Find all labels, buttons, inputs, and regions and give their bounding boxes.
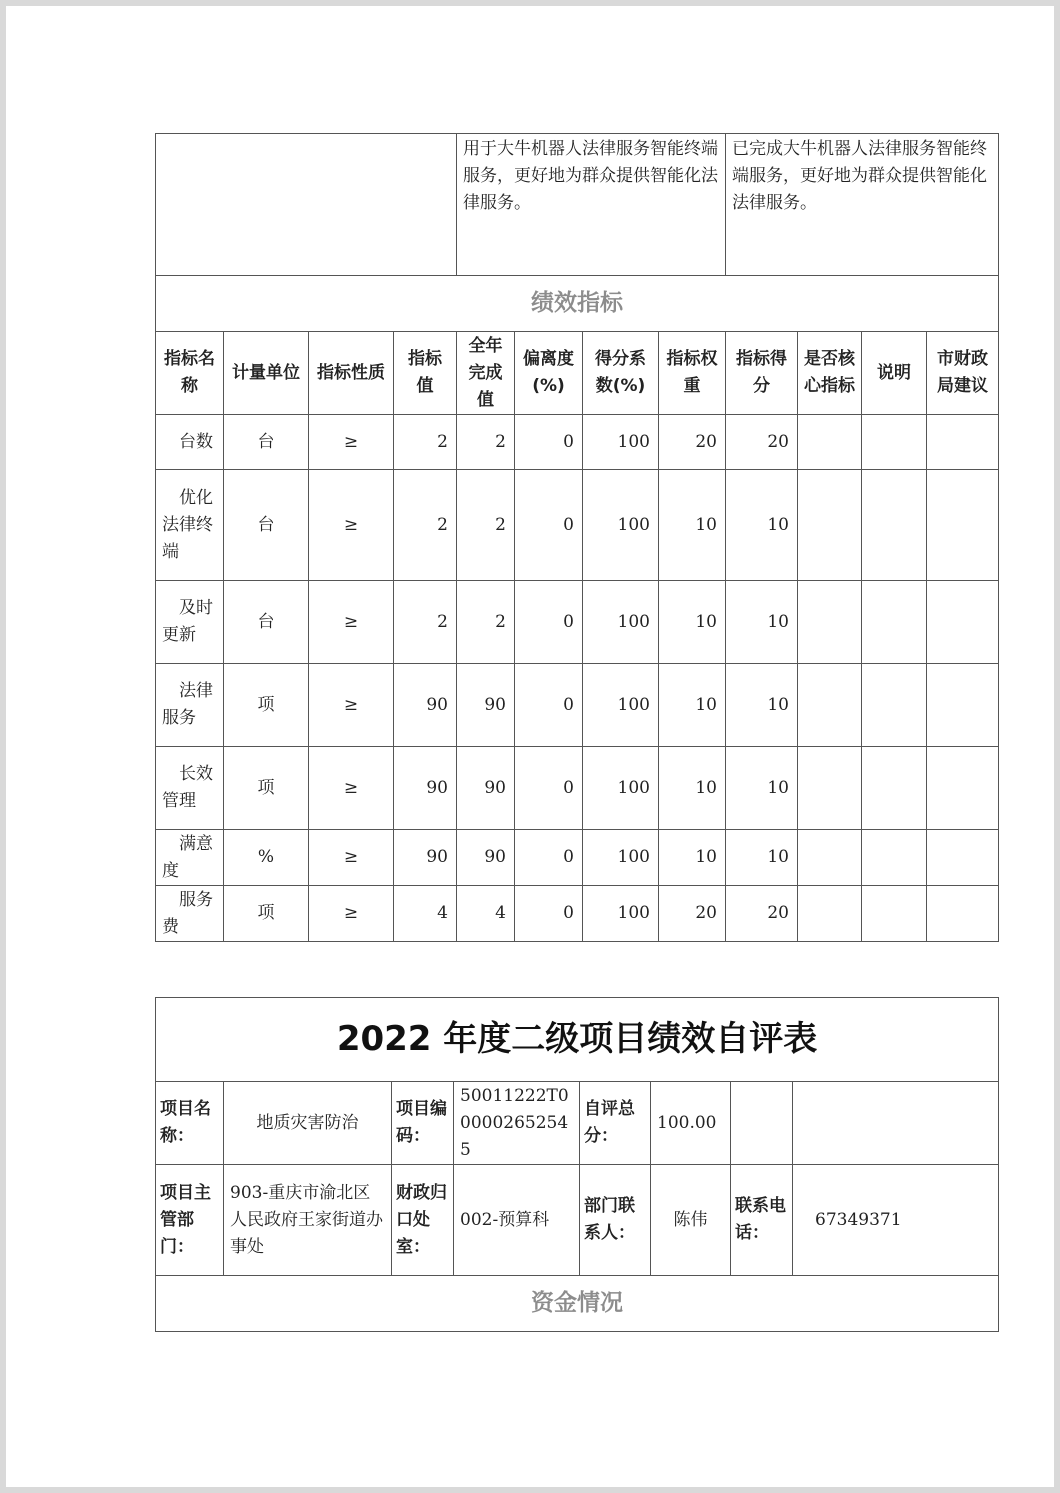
project-name-label: 项目名称： <box>156 1082 224 1165</box>
self-evaluation-table <box>155 997 999 1332</box>
table-row <box>156 664 999 747</box>
empty-cell <box>731 1082 793 1165</box>
contact-value: 陈伟 <box>651 1165 731 1276</box>
core-cell <box>798 664 862 747</box>
coefficient: 100 <box>583 415 659 470</box>
unit: % <box>224 830 309 886</box>
actual-value: 2 <box>457 581 515 664</box>
project-code-value: 50011222T000002652545 <box>454 1082 580 1165</box>
core-cell <box>798 470 862 581</box>
core-cell <box>798 747 862 830</box>
actual-value: 90 <box>457 747 515 830</box>
core-cell <box>798 886 862 942</box>
completion-description: 已完成大牛机器人法律服务智能终端服务，更好地为群众提供智能化法律服务。 <box>726 134 999 276</box>
unit: 项 <box>224 664 309 747</box>
score: 10 <box>726 470 798 581</box>
core-cell <box>798 581 862 664</box>
unit: 项 <box>224 886 309 942</box>
table-row <box>156 581 999 664</box>
suggestion-cell <box>927 747 999 830</box>
actual-value: 4 <box>457 886 515 942</box>
department-label: 项目主管部门： <box>156 1165 224 1276</box>
target-value: 4 <box>394 886 457 942</box>
usage-description: 用于大牛机器人法律服务智能终端服务，更好地为群众提供智能化法律服务。 <box>457 134 726 276</box>
score: 20 <box>726 886 798 942</box>
contact-label: 部门联系人： <box>580 1165 651 1276</box>
score: 20 <box>726 415 798 470</box>
finance-office-value: 002-预算科 <box>454 1165 580 1276</box>
nature: ≥ <box>309 830 394 886</box>
empty-cell <box>793 1082 999 1165</box>
indicator-name: 台数 <box>156 415 224 470</box>
indicator-name: 及时更新 <box>156 581 224 664</box>
unit: 台 <box>224 581 309 664</box>
header-deviation: 偏离度(%) <box>515 332 583 415</box>
deviation: 0 <box>515 886 583 942</box>
indicator-name: 满意度 <box>156 830 224 886</box>
nature: ≥ <box>309 581 394 664</box>
weight: 10 <box>659 581 726 664</box>
document-page <box>6 6 1054 1487</box>
coefficient: 100 <box>583 581 659 664</box>
suggestion-cell <box>927 664 999 747</box>
header-core: 是否核心指标 <box>798 332 862 415</box>
header-indicator-name: 指标名称 <box>156 332 224 415</box>
phone-label: 联系电话： <box>731 1165 793 1276</box>
target-value: 2 <box>394 415 457 470</box>
nature: ≥ <box>309 470 394 581</box>
nature: ≥ <box>309 415 394 470</box>
finance-office-label: 财政归口处室： <box>392 1165 454 1276</box>
suggestion-cell <box>927 415 999 470</box>
header-unit: 计量单位 <box>224 332 309 415</box>
core-cell <box>798 830 862 886</box>
actual-value: 90 <box>457 664 515 747</box>
suggestion-cell <box>927 830 999 886</box>
note-cell <box>862 830 927 886</box>
target-value: 90 <box>394 830 457 886</box>
header-note: 说明 <box>862 332 927 415</box>
section-title-performance: 绩效指标 <box>156 276 999 332</box>
indicator-name: 优化法律终端 <box>156 470 224 581</box>
weight: 10 <box>659 830 726 886</box>
self-score-value: 100.00 <box>651 1082 731 1165</box>
coefficient: 100 <box>583 747 659 830</box>
header-actual: 全年完成值 <box>457 332 515 415</box>
nature: ≥ <box>309 664 394 747</box>
table-row <box>156 886 999 942</box>
coefficient: 100 <box>583 664 659 747</box>
deviation: 0 <box>515 415 583 470</box>
note-cell <box>862 415 927 470</box>
deviation: 0 <box>515 664 583 747</box>
header-weight: 指标权重 <box>659 332 726 415</box>
project-name-value: 地质灾害防治 <box>224 1082 392 1165</box>
section-title-funding: 资金情况 <box>156 1276 999 1332</box>
table-row <box>156 830 999 886</box>
score: 10 <box>726 664 798 747</box>
self-score-label: 自评总分： <box>580 1082 651 1165</box>
target-value: 90 <box>394 747 457 830</box>
unit: 项 <box>224 747 309 830</box>
deviation: 0 <box>515 747 583 830</box>
weight: 20 <box>659 415 726 470</box>
weight: 10 <box>659 664 726 747</box>
note-cell <box>862 470 927 581</box>
core-cell <box>798 415 862 470</box>
header-score: 指标得分 <box>726 332 798 415</box>
header-coefficient: 得分系数(%) <box>583 332 659 415</box>
empty-cell <box>156 134 457 276</box>
deviation: 0 <box>515 581 583 664</box>
deviation: 0 <box>515 830 583 886</box>
note-cell <box>862 747 927 830</box>
header-target: 指标值 <box>394 332 457 415</box>
actual-value: 2 <box>457 415 515 470</box>
suggestion-cell <box>927 470 999 581</box>
actual-value: 2 <box>457 470 515 581</box>
target-value: 2 <box>394 470 457 581</box>
actual-value: 90 <box>457 830 515 886</box>
weight: 10 <box>659 747 726 830</box>
coefficient: 100 <box>583 886 659 942</box>
coefficient: 100 <box>583 830 659 886</box>
indicator-name: 服务费 <box>156 886 224 942</box>
table-row <box>156 415 999 470</box>
unit: 台 <box>224 415 309 470</box>
suggestion-cell <box>927 886 999 942</box>
header-suggestion: 市财政局建议 <box>927 332 999 415</box>
score: 10 <box>726 581 798 664</box>
target-value: 90 <box>394 664 457 747</box>
form-title: 2022 年度二级项目绩效自评表 <box>156 998 999 1082</box>
performance-table <box>155 133 999 942</box>
department-value: 903-重庆市渝北区人民政府王家街道办事处 <box>224 1165 392 1276</box>
table-row <box>156 747 999 830</box>
table-row <box>156 470 999 581</box>
target-value: 2 <box>394 581 457 664</box>
score: 10 <box>726 747 798 830</box>
phone-value: 67349371 <box>793 1165 999 1276</box>
project-code-label: 项目编码： <box>392 1082 454 1165</box>
nature: ≥ <box>309 886 394 942</box>
weight: 10 <box>659 470 726 581</box>
weight: 20 <box>659 886 726 942</box>
note-cell <box>862 581 927 664</box>
unit: 台 <box>224 470 309 581</box>
note-cell <box>862 664 927 747</box>
score: 10 <box>726 830 798 886</box>
indicator-name: 长效管理 <box>156 747 224 830</box>
nature: ≥ <box>309 747 394 830</box>
indicator-name: 法律服务 <box>156 664 224 747</box>
coefficient: 100 <box>583 470 659 581</box>
suggestion-cell <box>927 581 999 664</box>
header-nature: 指标性质 <box>309 332 394 415</box>
deviation: 0 <box>515 470 583 581</box>
note-cell <box>862 886 927 942</box>
